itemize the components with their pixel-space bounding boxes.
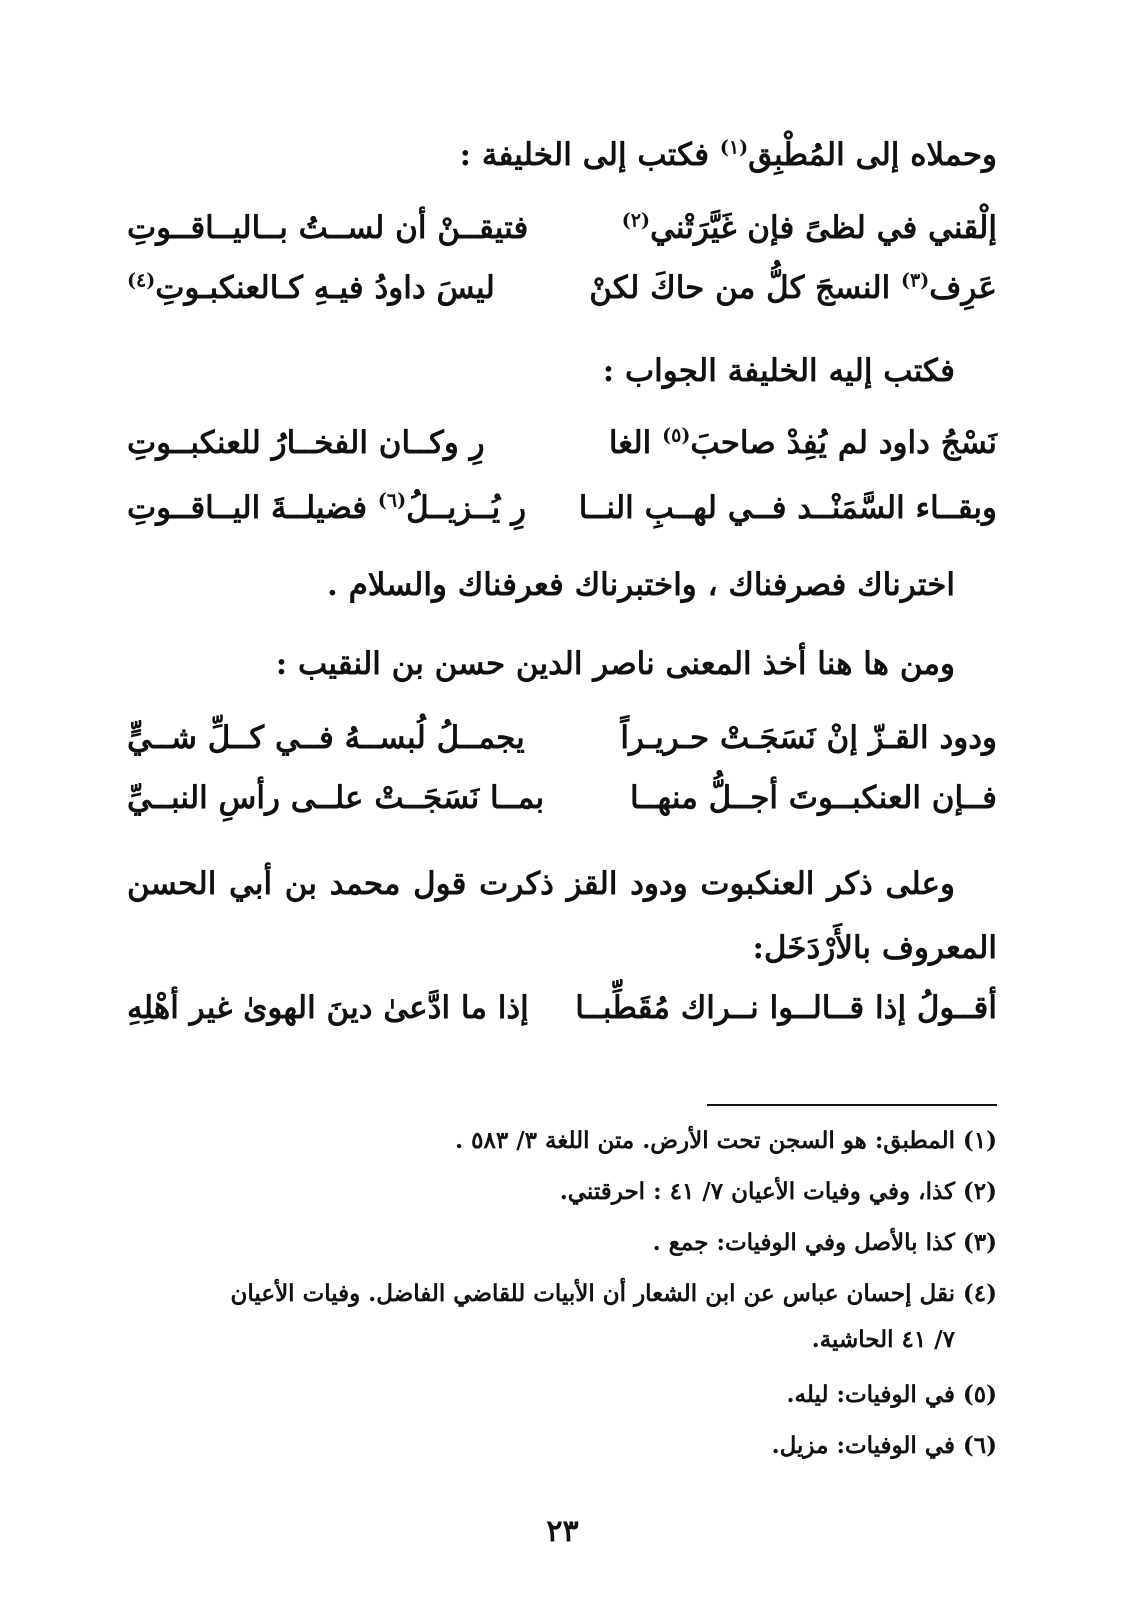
page-number: ٢٣ [546,1514,579,1549]
intro-text-tail: فكتب إلى الخليفة : [459,137,720,173]
verse-line [127,780,997,828]
verse-hemistich-first: وبقــاء السَّمَنْــد فــي لهــبِ النــا [578,490,997,526]
footnote-text: كذا بالأصل وفي الوفيات: جمع . [652,1229,955,1256]
verse-line [127,270,997,318]
footnote-text: في الوفيات: مزيل. [771,1432,955,1459]
footnote-text: نقل إحسان عباس عن ابن الشعار أن الأبيات للقاضي الفاضل. وفيات الأعيان [230,1280,955,1307]
verse-hemistich-first [609,425,997,461]
footnote-ref-3: (٣) [901,269,930,292]
verse-hemistich-second: بمــا نَسَجَــتْ علــى رأسِ النبــيِّ [127,780,545,816]
footnote-number: (٤) [962,1280,997,1307]
footnote-5 [122,1372,997,1418]
footnote-text-continued: ٧/ ٤١ الحاشية. [811,1326,955,1353]
hemistich-text: فضيلــةَ اليــاقــوتِ [127,490,378,526]
verse-hemistich-second [127,270,495,306]
verse-hemistich-second [127,490,526,526]
footnote-6 [122,1423,997,1469]
footnote-number: (٢) [962,1178,997,1205]
footnote-ref-5: (٥) [662,424,691,447]
verse-hemistich-first [589,270,997,306]
footnote-1 [122,1118,997,1164]
reply-intro-paragraph: فكتب إليه الخليفة الجواب : [602,353,955,389]
reply-closing-paragraph: اخترناك فصرفناك ، واختبرناك فعرفناك والسلام . [327,567,955,603]
footnote-number: (٣) [962,1229,997,1256]
footnote-3 [122,1220,997,1266]
verse-hemistich-first: ودود القـزّ إنْ نَسَجَـتْ حـريـراً [620,720,997,756]
attribution-paragraph: ومن ها هنا أخذ المعنى ناصر الدين حسن بن النقيب : [275,646,955,682]
verse-hemistich-second: إذا ما ادَّعىٰ دينَ الهوىٰ غير أهْلِهِ [127,990,529,1026]
verse-line [127,425,997,473]
footnote-ref-4: (٤) [127,269,156,292]
verse-hemistich-second: فتيقــنْ أن لســتُ بــاليــاقــوتِ [127,210,529,246]
mention-paragraph: وعلى ذكر العنكبوت ودود القز ذكرت قول محمد بن أبي الحسن المعروف بالأَرْدَخَل: [127,866,997,966]
hemistich-text: عَرِف [929,270,997,306]
verse-hemistich-first: فــإن العنكبــوتَ أجــلُّ منهــا [629,780,997,816]
hemistich-text: رِ يُــزيــلُ [406,490,527,526]
hemistich-text: إلْقني في لظىً فإن غَيَّرَتْني [650,210,997,246]
verse-line [127,720,997,768]
verse-line [127,990,997,1038]
hemistich-text: النسجَ كلُّ من حاكَ لكنْ [589,270,902,306]
footnote-ref-1: (١) [719,136,749,159]
hemistich-text: ليسَ داودُ فيـهِ كـالعنكبـوتِ [155,270,495,306]
verse-hemistich-second: رِ وكــان الفخــارُ للعنكبــوتِ [127,425,485,461]
footnote-text: في الوفيات: ليله. [786,1381,955,1408]
footnote-number: (٥) [962,1381,997,1408]
verse-line [127,210,997,258]
footnote-separator [707,1104,997,1106]
verse-hemistich-second: يجمــلُ لُبســهُ فــي كــلِّ شــيٍّ [127,720,525,756]
intro-text: وحملاه إلى المُطْبِق [748,137,997,173]
footnote-2 [122,1169,997,1215]
footnote-number: (٦) [962,1432,997,1459]
footnote-number: (١) [962,1127,997,1154]
footnote-4 [122,1271,997,1363]
footnote-ref-2: (٢) [621,209,650,232]
footnote-text: كذا، وفي وفيات الأعيان ٧/ ٤١ : احرقتني. [559,1178,955,1205]
footnote-ref-6: (٦) [377,489,407,512]
verse-hemistich-first: أقــولُ إذا قــالــوا نــراك مُقَطِّبــا [575,990,997,1026]
hemistich-text: نَسْجُ داود لم يُفِدْ صاحبَ [690,425,997,461]
verse-line [127,490,997,538]
hemistich-text: الغا [608,425,663,461]
footnote-text: المطبق: هو السجن تحت الأرض. متن اللغة ٣/ ٥٨٣ . [455,1127,955,1154]
verse-hemistich-first [622,210,997,246]
intro-paragraph [460,136,997,175]
